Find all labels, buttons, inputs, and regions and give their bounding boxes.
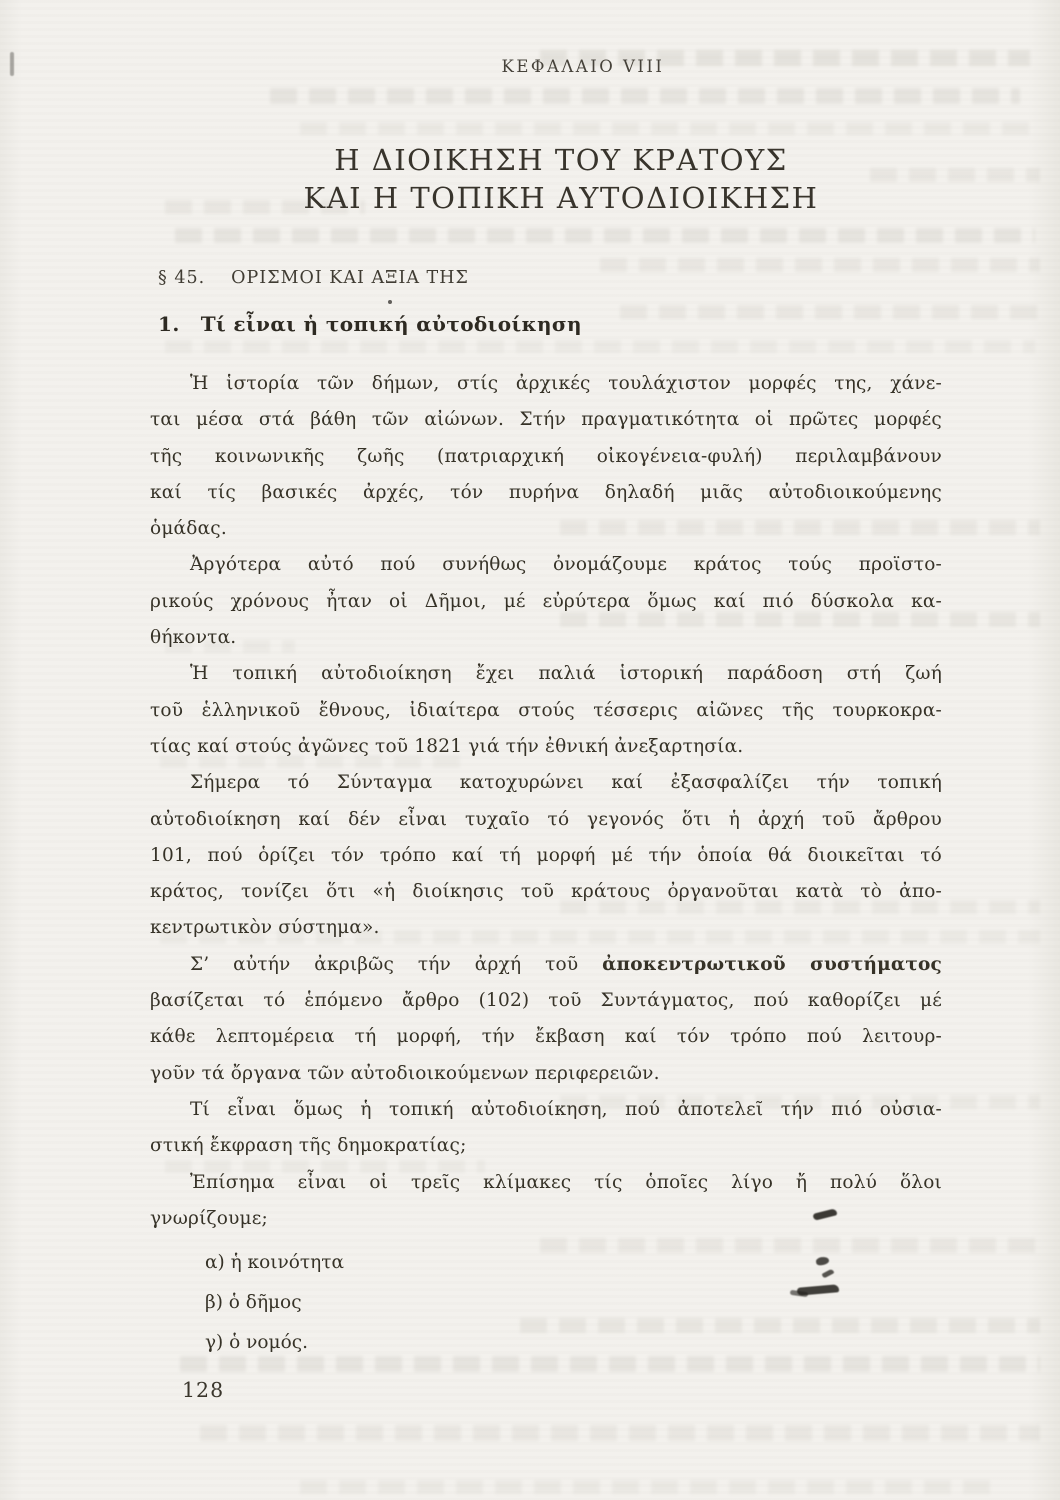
bleedthrough-ghost [175, 228, 1035, 243]
bleedthrough-ghost [270, 88, 1020, 104]
text-line: Τί εἶναι ὅμως ἡ τοπική αὐτοδιοίκηση, πού ἀποτελεῖ τήν πιό οὐσια- [190, 1098, 942, 1120]
ink-mark [815, 1256, 829, 1266]
text-line: θήκοντα. [150, 627, 237, 649]
text-line: βασίζεται τό ἑπόμενο ἄρθρο (102) τοῦ Συντάγματος, πού καθορίζει μέ [150, 990, 942, 1012]
bleedthrough-ghost [300, 1480, 1000, 1494]
section-heading [158, 268, 469, 288]
text-line: αὐτοδιοίκηση καί δέν εἶναι τυχαῖο τό γεγονός ὅτι ἡ ἀρχή τοῦ ἄρθρου [150, 808, 942, 830]
text-line: τίας καί στούς ἀγῶνες τοῦ 1821 γιά τήν ἐθνική ἀνεξαρτησία. [150, 735, 744, 757]
bleedthrough-ghost [200, 1425, 1040, 1441]
section-number: § 45. [158, 268, 206, 288]
text-line: τῆς κοινωνικῆς ζωῆς (πατριαρχική οἰκογένεια-φυλή) περιλαμβάνουν [150, 445, 942, 467]
stray-dot [388, 300, 392, 304]
list-item: γ) ὁ νομός. [205, 1332, 308, 1353]
subsection-heading [158, 312, 582, 336]
text-line: Ἀργότερα αὐτό πού συνήθως ὀνομάζουμε κράτος τούς προϊστο- [190, 554, 942, 576]
text-line: ὁμάδας. [150, 518, 227, 540]
page-number: 128 [182, 1378, 225, 1402]
text-line: ται μέσα στά βάθη τῶν αἰώνων. Στήν πραγματικότητα οἱ πρῶτες μορφές [150, 409, 942, 431]
text-line: κράτος, τονίζει ὅτι «ἡ διοίκησις τοῦ κράτους ὀργανοῦται κατὰ τὸ ἀπο- [150, 881, 942, 903]
paragraph [150, 366, 942, 547]
paragraph [150, 947, 942, 1092]
paragraph [150, 656, 942, 765]
list-item: β) ὁ δῆμος [205, 1292, 302, 1313]
paragraph [150, 765, 942, 946]
paragraph [150, 1165, 942, 1238]
text-line: τοῦ ἑλληνικοῦ ἔθνους, ἰδιαίτερα στούς τέσσερις αἰῶνες τῆς τουρκοκρα- [150, 699, 942, 721]
subsection-title: Τί εἶναι ἡ τοπική αὐτοδιοίκηση [200, 312, 582, 336]
text-line: Ἐπίσημα εἶναι οἱ τρεῖς κλίμακες τίς ὁποῖες λίγο ἤ πολύ ὅλοι [190, 1171, 942, 1193]
ink-smudge [790, 1290, 809, 1297]
bleedthrough-ghost [540, 1238, 1040, 1253]
emphasized-term: ἀποκεντρωτικοῦ συστήματος [602, 953, 942, 975]
ink-smudge [797, 1284, 840, 1296]
text-line: καί τίς βασικές ἀρχές, τόν πυρήνα δηλαδή μιᾶς αὐτοδιοικούμενης [150, 481, 942, 503]
text-line: Ἡ ἱστορία τῶν δήμων, στίς ἀρχικές τουλάχιστον μορφές της, χάνε- [190, 373, 942, 394]
definition-list [205, 1243, 344, 1363]
text-line: γνωρίζουμε; [150, 1207, 268, 1229]
section-title: ΟΡΙΣΜΟΙ ΚΑΙ ΑΞΙΑ ΤΗΣ [231, 268, 469, 288]
page-title-line2: ΚΑΙ Η ΤΟΠΙΚΗ ΑΥΤΟΔΙΟΙΚΗΣΗ [303, 181, 819, 215]
page-title-line1: Η ΔΙΟΙΚΗΣΗ ΤΟΥ ΚΡΑΤΟΥΣ [334, 143, 788, 177]
paragraph [150, 547, 942, 656]
list-item: α) ἡ κοινότητα [205, 1252, 344, 1273]
text-line: ρικούς χρόνους ἦταν οἱ Δῆμοι, μέ εὐρύτερα ὅμως καί πιό δύσκολα κα- [150, 590, 942, 612]
bleedthrough-ghost [600, 258, 1040, 272]
body-text [150, 366, 942, 1237]
edge-mark [10, 52, 14, 76]
text-line: 101, πού ὁρίζει τόν τρόπο καί τή μορφή μέ τήν ὁποία θά διοικεῖται τό [150, 844, 942, 866]
chapter-heading: ΚΕΦΑΛΑΙΟ VIII [501, 57, 665, 76]
bleedthrough-ghost [520, 1318, 1040, 1333]
text-line: γοῦν τά ὄργανα τῶν αὐτοδιοικούμενων περιφερειῶν. [150, 1062, 660, 1084]
text-line: κάθε λεπτομέρεια τή μορφή, τήν ἔκβαση καί τόν τρόπο πού λειτουρ- [150, 1026, 942, 1048]
ink-mark [822, 1268, 835, 1278]
page-title [166, 141, 956, 217]
text-line: Σήμερα τό Σύνταγμα κατοχυρώνει καί ἐξασφαλίζει τήν τοπική [190, 772, 942, 794]
text-line [150, 947, 942, 983]
paragraph [150, 1092, 942, 1165]
text-segment: Σ’ αὐτήν ἀκριβῶς τήν ἀρχή τοῦ [190, 953, 603, 975]
bleedthrough-ghost [300, 122, 1030, 135]
text-line: κεντρωτικὸν σύστημα». [150, 917, 380, 939]
bleedthrough-ghost [165, 340, 1035, 353]
text-line: στική ἔκφραση τῆς δημοκρατίας; [150, 1135, 467, 1157]
subsection-number: 1. [158, 312, 180, 336]
text-line: Ἡ τοπική αὐτοδιοίκηση ἔχει παλιά ἱστορική παράδοση στή ζωή [190, 663, 942, 685]
bleedthrough-ghost [620, 305, 1040, 319]
